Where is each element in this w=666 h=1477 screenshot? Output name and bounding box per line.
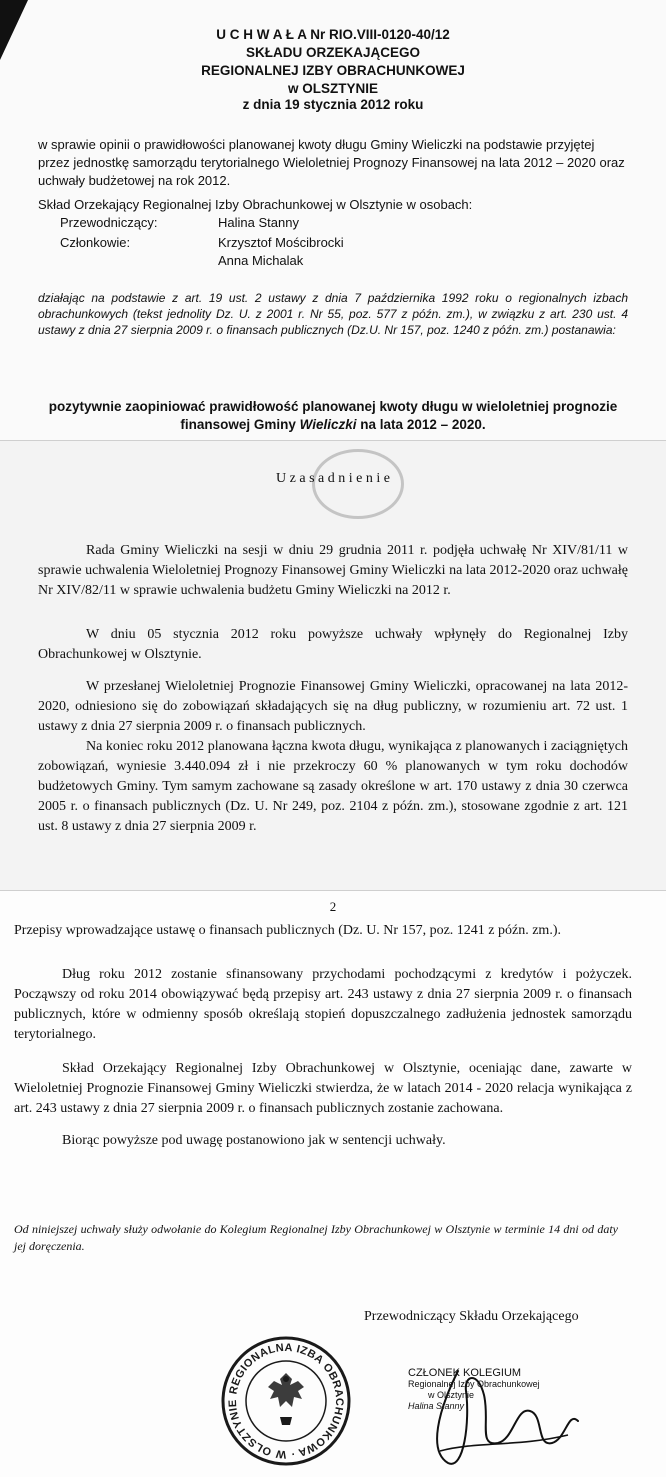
composition-intro: Skład Orzekający Regionalnej Izby Obrachunkowej w Olsztynie w osobach: (38, 197, 473, 212)
conclusion-gmina-name: Wieliczki (299, 417, 357, 432)
legal-basis: działając na podstawie z art. 19 ust. 2 ustawy z dnia 7 października 1992 roku o regionalnych izbach obrachunkowych (tekst jednolity Dz. U. z 2001 r. Nr 55, poz. 577 z późn. zm.), w związku z art. 230 ust. 4 ustawy z dnia 27 sierpnia 2009 r. o finansach publicznych (Dz.U. Nr 157, poz. 1240 z późn. zm.) postanawia: (38, 291, 628, 337)
document-page-2 (0, 890, 666, 1477)
page2-paragraph-4: Biorąc powyższe pod uwagę postanowiono jak w sentencji uchwały. (62, 1133, 446, 1148)
chair-label: Przewodniczący: (60, 215, 158, 230)
handwritten-signature (418, 1351, 588, 1471)
member-2: Anna Michalak (218, 253, 304, 268)
svg-text:REGIONALNA IZBA OBRACHUNKOWA ·: REGIONALNA IZBA OBRACHUNKOWA · W OLSZTYNIE (226, 1341, 346, 1461)
page2-paragraph-3: Skład Orzekający Regionalnej Izby Obrachunkowej w Olsztynie, oceniając dane, zawarte w Wieloletniej Prognozie Finansowej Gminy Wieliczki stwierdza, że w latach 2014 - 2020 relacja wynikająca z art. 243 ustawy z dnia 27 sierpnia 2009 r. o finansach publicznych zostanie zachowana. (14, 1061, 632, 1116)
justification-paragraph-1: Rada Gminy Wieliczki na sesji w dniu 29 grudnia 2011 r. podjęła uchwałę Nr XIV/81/11 w sprawie uchwalenia Wieloletniej Prognozy Finansowej Gminy Wieliczki na lata 2012-2020 oraz uchwałę Nr XIV/82/11 w sprawie uchwalenia budżetu Gminy Wieliczki na 2012 r. (38, 543, 628, 598)
signature-title: Przewodniczący Składu Orzekającego (364, 1309, 579, 1324)
document-page-1 (0, 0, 666, 440)
justification-paragraph-4: Na koniec roku 2012 planowana łączna kwota długu, wynikająca z planowanych i zaciągniętych zobowiązań, wyniesie 3.440.094 zł i nie przekroczy 60 % planowanych w tym roku dochodów budżetowych Gminy. Tym samym zachowane są zasady określone w art. 170 ustawy z dnia 30 czerwca 2005 r. o finansach publicznych (Dz. U. Nr 249, poz. 2104 z późn. zm.), stosowane zgodnie z art. 121 ust. 8 ustawy z dnia 27 sierpnia 2009 r. (38, 739, 628, 834)
member-stamp-line-4: Halina Stanny (408, 1401, 465, 1411)
conclusion (40, 398, 626, 434)
document-page-1-justification (0, 440, 666, 890)
member-stamp-line-3: w Olsztynie (428, 1390, 475, 1400)
justification-heading: U z a s a d n i e n i e (276, 471, 390, 486)
conclusion-text-1: pozytywnie zaopiniować prawidłowość planowanej kwoty długu w wieloletniej prognozie finansowej Gminy (48, 399, 618, 432)
page2-paragraph-1: Przepisy wprowadzające ustawę o finansach publicznych (Dz. U. Nr 157, poz. 1241 z późn. zm.). (14, 923, 561, 938)
chair-name: Halina Stanny (218, 215, 299, 230)
appeal-notice: Od niniejszej uchwały służy odwołanie do Kolegium Regionalnej Izby Obrachunkowej w Olsztynie w terminie 14 dni od daty jej doręczenia. (14, 1222, 618, 1253)
official-round-seal (220, 1335, 352, 1467)
justification-paragraph-2: W dniu 05 stycznia 2012 roku powyższe uchwały wpłynęły do Regionalnej Izby Obrachunkowej w Olsztynie. (38, 627, 628, 662)
member-stamp-line-2: Regionalnej Izby Obrachunkowej (408, 1379, 540, 1389)
resolution-number: U C H W A Ł A Nr RIO.VIII-0120-40/12 (216, 27, 450, 42)
conclusion-text-2: na lata 2012 – 2020. (356, 417, 486, 432)
header-line-4: w OLSZTYNIE (287, 81, 378, 96)
page2-paragraph-2: Dług roku 2012 zostanie sfinansowany przychodami pochodzącymi z kredytów i pożyczek. Począwszy od roku 2014 obowiązywać będą przepisy art. 243 ustawy z dnia 27 sierpnia 2009 r. o finansach publicznych, które w odmienny sposób określają stopień dopuszczalnego zadłużenia jednostek samorządu terytorialnego. (14, 967, 632, 1042)
members-label: Członkowie: (60, 235, 131, 250)
header-line-3: REGIONALNEJ IZBY OBRACHUNKOWEJ (201, 63, 465, 78)
subject-paragraph: w sprawie opinii o prawidłowości planowanej kwoty długu Gminy Wieliczki na podstawie przyjętej przez jednostkę samorządu terytorialnego Wieloletniej Prognozy Finansowej na lata 2012 – 2020 oraz uchwały budżetowej na rok 2012. (38, 137, 625, 188)
member-1: Krzysztof Mościbrocki (218, 235, 344, 250)
justification-paragraph-3: W przesłanej Wieloletniej Prognozie Finansowej Gminy Wieliczki, opracowanej na lata 2012- 2020, odniesiono się do zobowiązań składających się na dług publiczny, w rozumieniu art. 72 ust. 1 ustawy z dnia 27 sierpnia 2009 r. o finansach publicznych. (38, 679, 628, 734)
member-stamp-line-1: CZŁONEK KOLEGIUM (408, 1367, 522, 1379)
resolution-date: z dnia 19 stycznia 2012 roku (242, 97, 424, 112)
page-number: 2 (329, 899, 337, 914)
header-line-2: SKŁADU ORZEKAJĄCEGO (245, 45, 420, 60)
